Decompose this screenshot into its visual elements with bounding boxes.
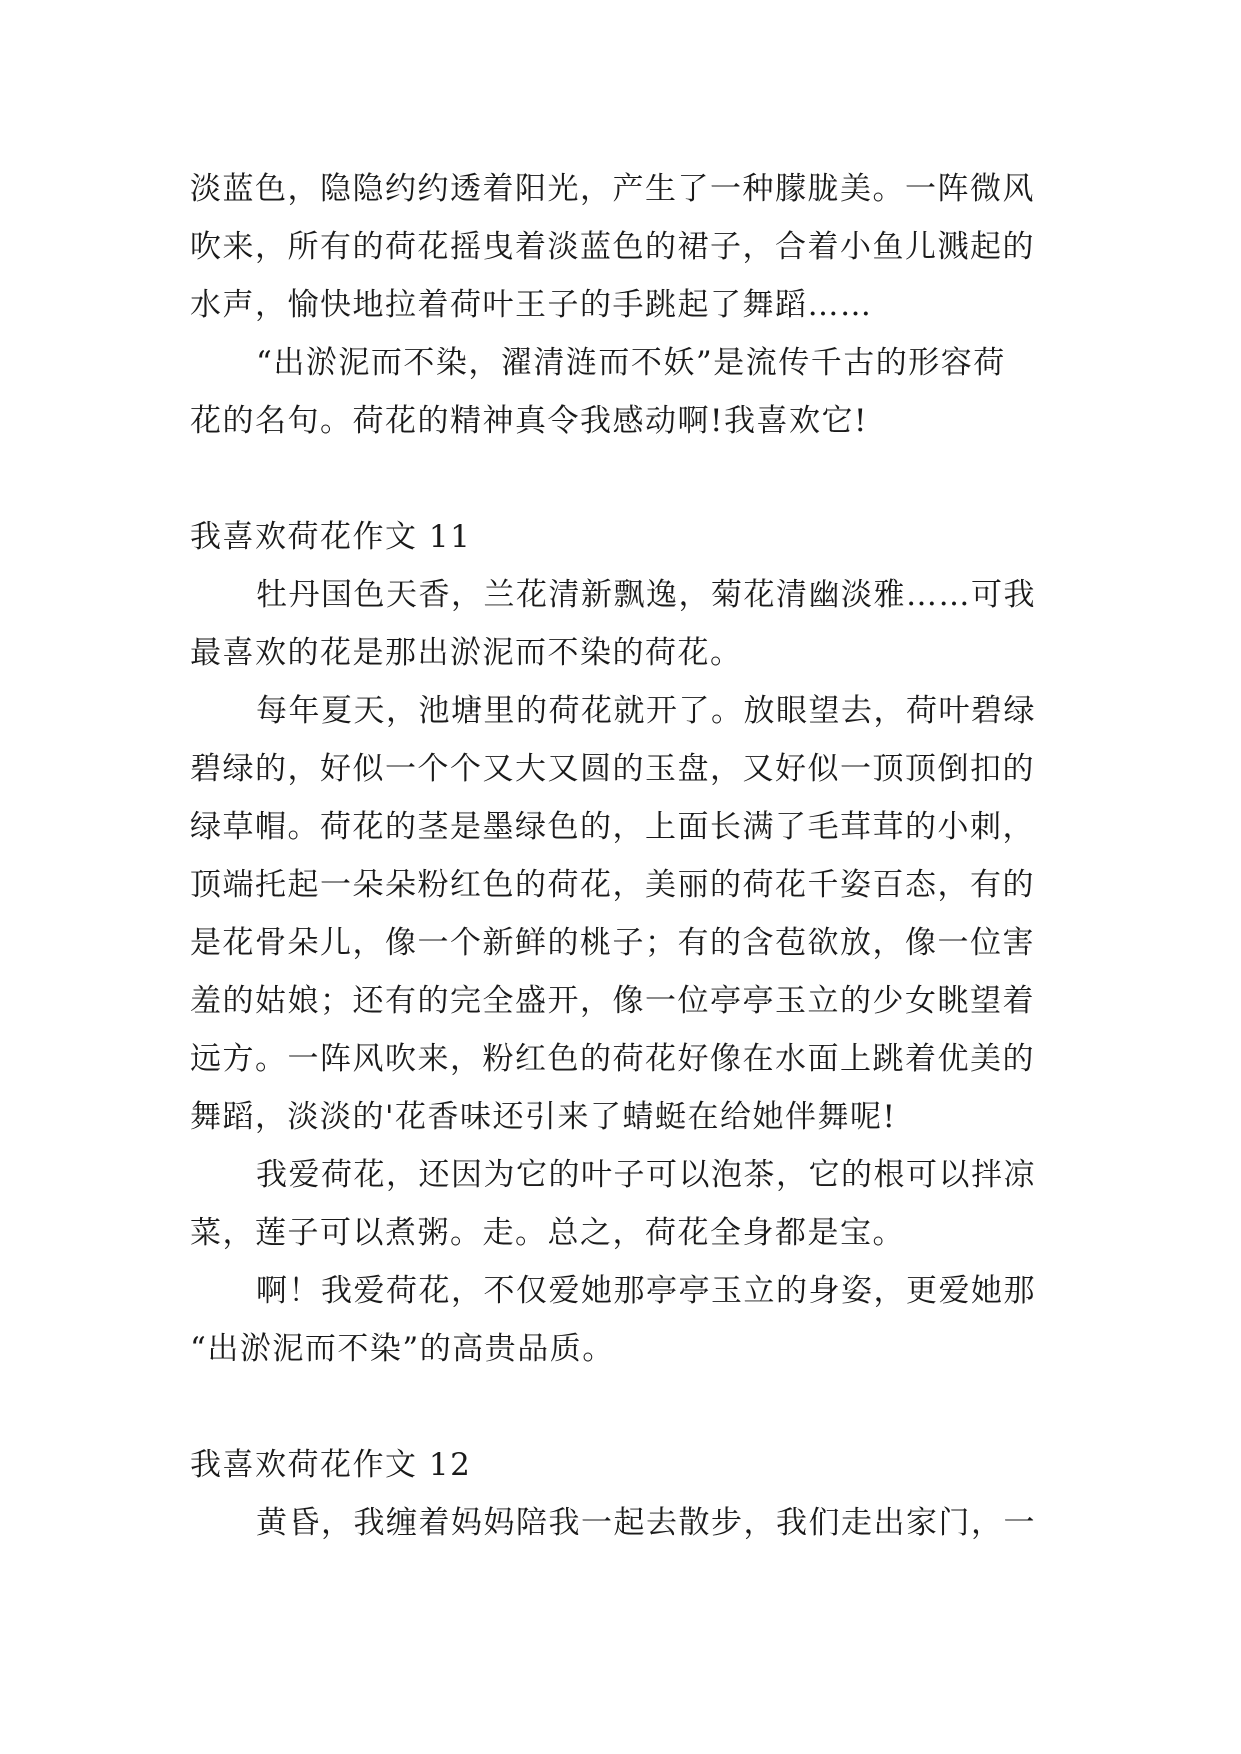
section-title: 我喜欢荷花作文 12	[190, 1447, 472, 1483]
paragraph-line: 水声，愉快地拉着荷叶王子的手跳起了舞蹈……	[190, 287, 873, 323]
document-body	[190, 160, 1050, 1552]
paragraph-line: 绿草帽。荷花的茎是墨绿色的，上面长满了毛茸茸的小刺，	[190, 809, 1035, 845]
paragraph-line: 菜，莲子可以煮粥。走。总之，荷花全身都是宝。	[190, 1215, 905, 1251]
paragraph-line: 淡蓝色，隐隐约约透着阳光，产生了一种朦胧美。一阵微风	[190, 171, 1035, 207]
paragraph-line: 我爱荷花，还因为它的叶子可以泡茶，它的根可以拌凉	[256, 1157, 1036, 1193]
paragraph-line: 吹来，所有的荷花摇曳着淡蓝色的裙子，合着小鱼儿溅起的	[190, 229, 1035, 265]
paragraph-line: 远方。一阵风吹来，粉红色的荷花好像在水面上跳着优美的	[190, 1041, 1035, 1077]
paragraph-line: 顶端托起一朵朵粉红色的荷花，美丽的荷花千姿百态，有的	[190, 867, 1035, 903]
paragraph-line: 最喜欢的花是那出淤泥而不染的荷花。	[190, 635, 743, 671]
paragraph-line: 黄昏，我缠着妈妈陪我一起去散步，我们走出家门，一	[256, 1505, 1036, 1541]
paragraph-line: 是花骨朵儿，像一个新鲜的桃子；有的含苞欲放，像一位害	[190, 925, 1035, 961]
paragraph-line: “出淤泥而不染，濯清涟而不妖”是流传千古的形容荷	[256, 345, 1006, 381]
paragraph-line: 啊！我爱荷花，不仅爱她那亭亭玉立的身姿，更爱她那	[256, 1273, 1036, 1309]
section-gap	[190, 450, 1050, 508]
paragraph-line: 牡丹国色天香，兰花清新飘逸，菊花清幽淡雅……可我	[256, 577, 1036, 613]
section-gap	[190, 1378, 1050, 1436]
paragraph-line: 舞蹈，淡淡的'花香味还引来了蜻蜓在给她伴舞呢!	[190, 1099, 897, 1135]
paragraph-line: 碧绿的，好似一个个又大又圆的玉盘，又好似一顶顶倒扣的	[190, 751, 1035, 787]
paragraph-line: 每年夏天，池塘里的荷花就开了。放眼望去，荷叶碧绿	[256, 693, 1036, 729]
paragraph-line: 羞的姑娘；还有的完全盛开，像一位亭亭玉立的少女眺望着	[190, 983, 1035, 1019]
section-title: 我喜欢荷花作文 11	[190, 519, 472, 555]
paragraph-line: “出淤泥而不染”的高贵品质。	[190, 1331, 615, 1367]
paragraph-line: 花的名句。荷花的精神真令我感动啊!我喜欢它!	[190, 403, 868, 439]
